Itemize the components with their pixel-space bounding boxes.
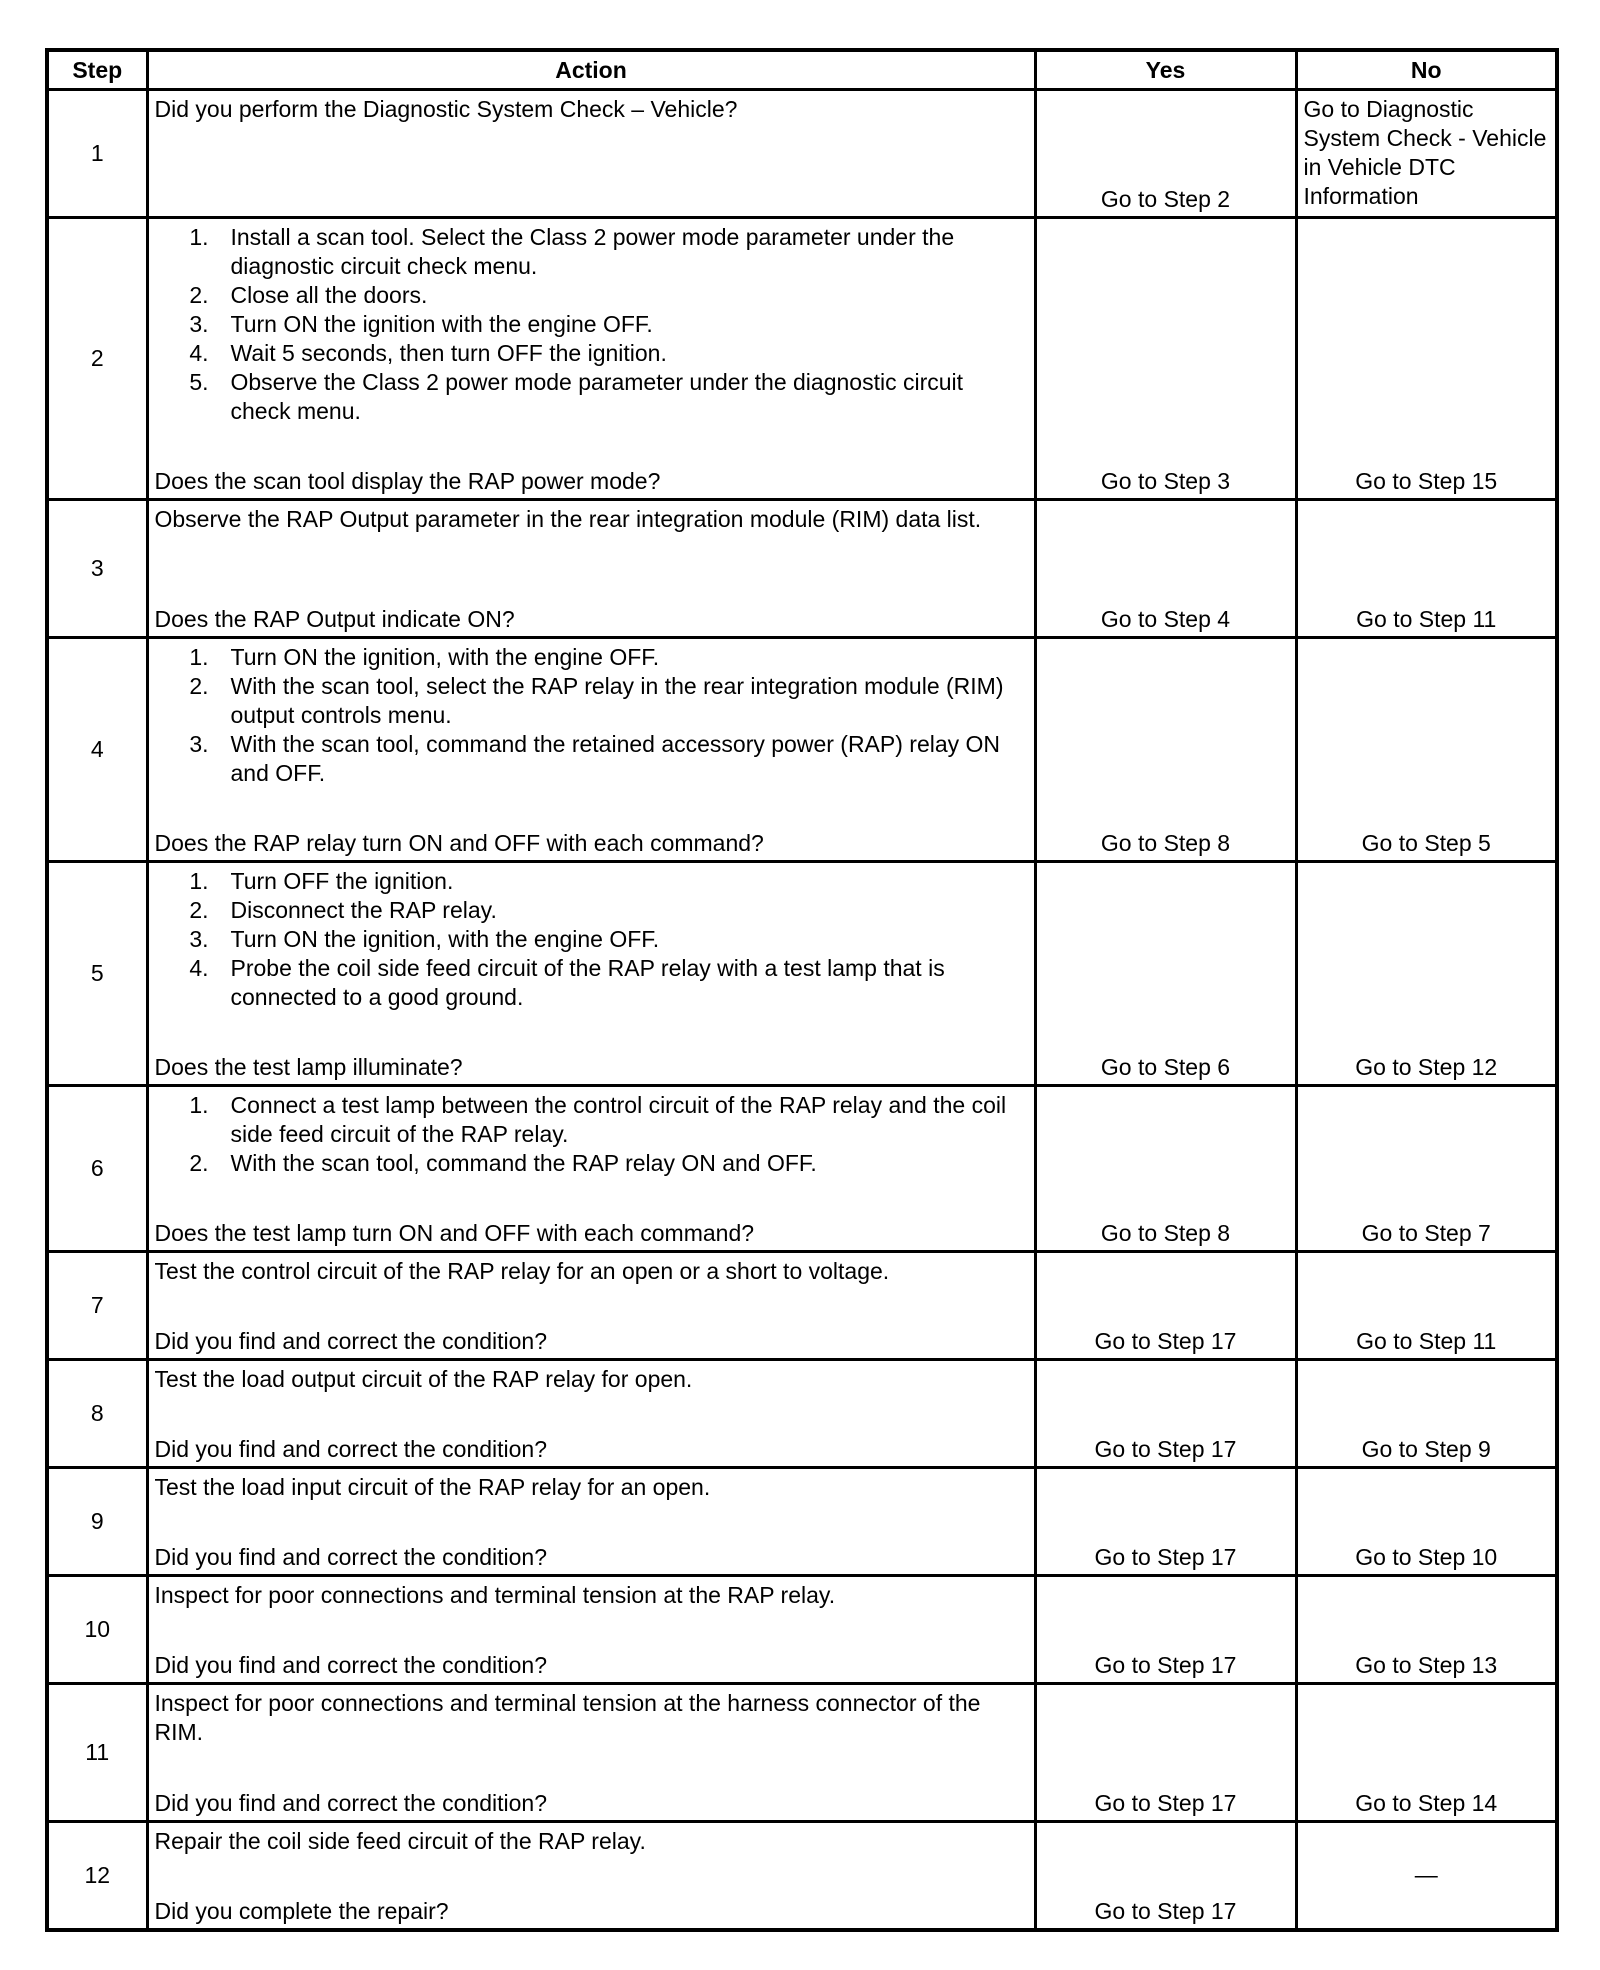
action-step-item [155,310,1024,339]
header-no: No [1296,50,1557,90]
action-cell [147,218,1035,500]
action-question: Does the test lamp turn ON and OFF with each command? [154,1220,755,1246]
yes-result: Go to Step 17 [1094,1652,1237,1678]
action-step-item [155,223,1024,281]
action-step-text: With the scan tool, command the retained accessory power (RAP) relay ON and OFF. [230,731,1001,786]
yes-cell [1035,500,1296,638]
action-cell [147,1086,1035,1252]
action-cell [147,638,1035,862]
action-instructions [149,1253,1034,1286]
table-row [47,638,1557,862]
no-cell [1296,1684,1557,1822]
table-row [47,1086,1557,1252]
action-cell [147,1360,1035,1468]
no-cell [1296,90,1557,218]
action-cell [147,1468,1035,1576]
no-result: Go to Step 11 [1356,606,1497,632]
action-instructions [149,1361,1034,1394]
action-step-text: Disconnect the RAP relay. [230,897,497,923]
step-number: 8 [47,1360,147,1468]
action-step-text: Connect a test lamp between the control circuit of the RAP relay and the coil side feed circuit of the RAP relay. [230,1092,1007,1147]
action-text: Repair the coil side feed circuit of the RAP relay. [154,1828,646,1854]
action-step-number: 3. [189,731,209,757]
yes-result: Go to Step 17 [1094,1790,1237,1816]
action-step-number: 1. [189,1092,209,1118]
action-instructions [149,639,1034,788]
action-step-text: Install a scan tool. Select the Class 2 power mode parameter under the diagnostic circuit check menu. [230,224,955,279]
yes-result: Go to Step 17 [1094,1328,1237,1354]
no-result: — [1414,1861,1438,1888]
yes-cell [1035,90,1296,218]
action-instructions [149,219,1034,426]
action-step-item [155,339,1024,368]
action-step-number: 1. [189,868,209,894]
action-step-number: 1. [189,644,209,670]
no-result: Go to Step 7 [1361,1220,1491,1246]
action-instructions [149,863,1034,1012]
action-question: Did you find and correct the condition? [154,1544,548,1570]
no-cell [1296,1468,1557,1576]
action-step-item [155,281,1024,310]
action-question: Does the RAP relay turn ON and OFF with each command? [154,830,764,856]
header-row [47,50,1557,90]
action-step-text: Close all the doors. [230,282,428,308]
action-steps-list [155,643,1024,788]
action-step-text: Turn ON the ignition, with the engine OFF. [230,644,660,670]
action-text: Inspect for poor connections and terminal tension at the harness connector of the RIM. [154,1690,981,1745]
action-step-text: With the scan tool, command the RAP relay ON and OFF. [230,1150,817,1176]
action-cell [147,1252,1035,1360]
action-text: Inspect for poor connections and terminal tension at the RAP relay. [154,1582,836,1608]
action-cell [147,862,1035,1086]
no-cell [1296,1360,1557,1468]
action-text: Test the control circuit of the RAP relay for an open or a short to voltage. [154,1258,890,1284]
action-step-item [155,867,1024,896]
action-step-number: 4. [189,955,209,981]
yes-cell [1035,1360,1296,1468]
action-instructions [149,501,1034,534]
action-step-text: Turn ON the ignition, with the engine OFF. [230,926,660,952]
action-steps-list [155,223,1024,426]
yes-cell [1035,1086,1296,1252]
yes-result: Go to Step 2 [1100,186,1231,212]
step-number: 10 [47,1576,147,1684]
no-result: Go to Step 15 [1355,468,1498,494]
yes-cell [1035,1576,1296,1684]
action-question: Did you find and correct the condition? [154,1436,548,1462]
table-row [47,1684,1557,1822]
yes-result: Go to Step 4 [1100,606,1231,632]
no-result: Go to Step 14 [1355,1790,1498,1816]
action-cell [147,90,1035,218]
action-step-item [155,643,1024,672]
yes-cell [1035,1252,1296,1360]
action-step-text: Turn OFF the ignition. [230,868,454,894]
no-cell [1296,1822,1557,1930]
no-cell [1296,862,1557,1086]
yes-cell [1035,1684,1296,1822]
table-row [47,500,1557,638]
table-row [47,1468,1557,1576]
header-step: Step [47,50,147,90]
yes-result: Go to Step 17 [1094,1897,1237,1924]
action-question: Did you complete the repair? [154,1897,449,1924]
action-step-item [155,954,1024,1012]
action-step-text: Wait 5 seconds, then turn OFF the ignition. [230,340,667,366]
no-result: Go to Step 13 [1355,1652,1498,1678]
action-question: Does the test lamp illuminate? [154,1054,463,1080]
no-result: Go to Step 10 [1355,1544,1498,1570]
no-result: Go to Step 12 [1355,1054,1498,1080]
action-question: Did you find and correct the condition? [154,1790,548,1816]
table-row [47,1822,1557,1930]
action-cell [147,1576,1035,1684]
action-step-item [155,896,1024,925]
action-step-item [155,1149,1024,1178]
step-number: 11 [47,1684,147,1822]
action-question: Did you find and correct the condition? [154,1328,548,1354]
action-step-item [155,368,1024,426]
table-row [47,1360,1557,1468]
step-number: 7 [47,1252,147,1360]
no-cell [1296,218,1557,500]
action-instructions [149,1823,1034,1856]
table-row [47,1576,1557,1684]
step-number: 6 [47,1086,147,1252]
action-step-item [155,925,1024,954]
table-row [47,218,1557,500]
yes-result: Go to Step 8 [1100,830,1231,856]
no-result: Go to Step 9 [1361,1436,1491,1462]
yes-result: Go to Step 17 [1094,1436,1237,1462]
action-cell [147,500,1035,638]
action-step-number: 2. [189,282,209,308]
no-cell [1296,638,1557,862]
action-text: Test the load input circuit of the RAP relay for an open. [154,1474,711,1500]
no-cell [1296,1086,1557,1252]
action-step-number: 3. [189,926,209,952]
action-question: Did you find and correct the condition? [154,1652,548,1678]
action-instructions [149,91,1034,124]
yes-result: Go to Step 17 [1094,1544,1237,1570]
yes-cell [1035,638,1296,862]
step-number: 2 [47,218,147,500]
action-step-text: Turn ON the ignition with the engine OFF. [230,311,653,337]
action-steps-list [155,867,1024,1012]
no-cell [1296,1576,1557,1684]
step-number: 1 [47,90,147,218]
table-row [47,862,1557,1086]
no-cell [1296,500,1557,638]
header-yes: Yes [1035,50,1296,90]
diagnostic-table [45,48,1559,1932]
no-result: Go to Step 11 [1356,1328,1497,1354]
yes-cell [1035,1468,1296,1576]
action-step-number: 3. [189,311,209,337]
action-step-item [155,1091,1024,1149]
step-number: 12 [47,1822,147,1930]
action-step-number: 1. [189,224,209,250]
yes-cell [1035,218,1296,500]
action-step-text: With the scan tool, select the RAP relay in the rear integration module (RIM) output controls menu. [230,673,1004,728]
header-action: Action [147,50,1035,90]
action-instructions [149,1087,1034,1178]
action-text: Observe the RAP Output parameter in the rear integration module (RIM) data list. [154,506,982,532]
action-steps-list [155,1091,1024,1178]
yes-result: Go to Step 6 [1100,1054,1231,1080]
no-result: Go to Step 5 [1361,830,1491,856]
yes-result: Go to Step 8 [1100,1220,1231,1246]
action-step-number: 2. [189,897,209,923]
step-number: 9 [47,1468,147,1576]
action-step-number: 4. [189,340,209,366]
action-cell [147,1684,1035,1822]
action-step-item [155,730,1024,788]
action-instructions [149,1685,1034,1747]
yes-result: Go to Step 3 [1100,468,1231,494]
yes-cell [1035,1822,1296,1930]
action-instructions [149,1469,1034,1502]
action-cell [147,1822,1035,1930]
action-step-text: Probe the coil side feed circuit of the RAP relay with a test lamp that is connected to a good ground. [230,955,945,1010]
action-question: Does the scan tool display the RAP power mode? [154,468,661,494]
table-body [47,90,1557,1930]
table-row [47,1252,1557,1360]
action-text: Did you perform the Diagnostic System Check – Vehicle? [154,96,738,122]
action-step-number: 2. [189,1150,209,1176]
table-row [47,90,1557,218]
step-number: 5 [47,862,147,1086]
action-text: Test the load output circuit of the RAP relay for open. [154,1366,693,1392]
action-step-number: 5. [189,369,209,395]
action-step-text: Observe the Class 2 power mode parameter under the diagnostic circuit check menu. [230,369,964,424]
step-number: 4 [47,638,147,862]
action-instructions [149,1577,1034,1610]
yes-cell [1035,862,1296,1086]
action-step-item [155,672,1024,730]
action-step-number: 2. [189,673,209,699]
no-cell [1296,1252,1557,1360]
action-question: Does the RAP Output indicate ON? [154,606,515,632]
step-number: 3 [47,500,147,638]
no-result: Go to Diagnostic System Check - Vehicle in Vehicle DTC Information [1303,96,1547,209]
